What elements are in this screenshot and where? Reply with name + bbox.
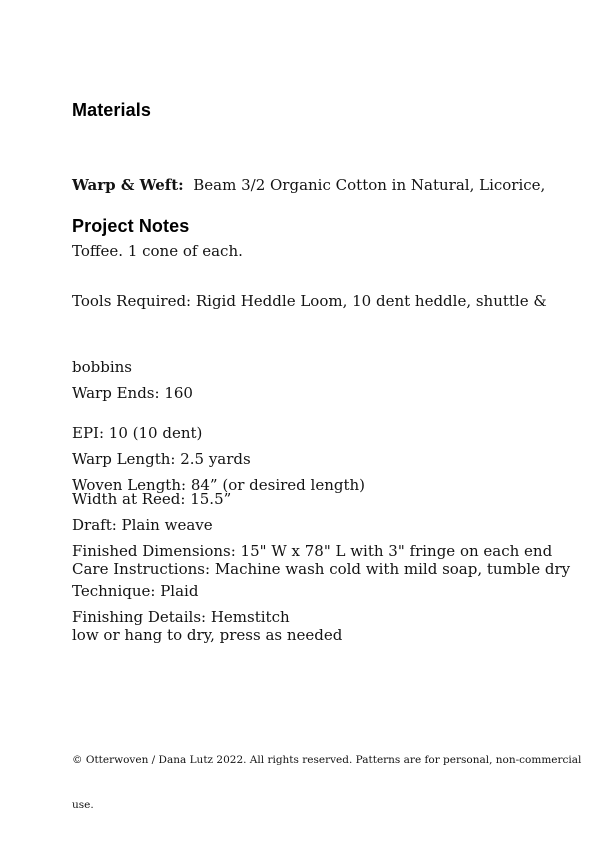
warp-length-line: Warp Length: 2.5 yards	[72, 450, 251, 468]
technique-line: Technique: Plaid	[72, 582, 199, 600]
care-instructions-line2: low or hang to dry, press as needed	[72, 626, 343, 644]
care-block	[72, 514, 570, 690]
materials-heading: Materials	[72, 100, 151, 120]
copyright-line1: © Otterwoven / Dana Lutz 2022. All rights reserved. Patterns are for personal, non-commercial	[72, 754, 582, 766]
width-at-reed-line: Width at Reed: 15.5”	[72, 490, 232, 508]
copyright-line2: use.	[72, 799, 94, 811]
finishing-details-line: Finishing Details: Hemstitch	[72, 608, 290, 626]
warp-weft-label: Warp & Weft:	[72, 176, 184, 194]
project-notes-heading: Project Notes	[72, 216, 190, 236]
materials-paragraph-line2: Toffee. 1 cone of each.	[72, 242, 243, 260]
tools-required-wrap-line: bobbins	[72, 358, 132, 376]
materials-paragraph-line1	[72, 174, 545, 196]
warp-ends-line: Warp Ends: 160	[72, 384, 193, 402]
woven-length-line: Woven Length: 84” (or desired length)	[72, 476, 366, 494]
tools-required-line: Tools Required: Rigid Heddle Loom, 10 dent heddle, shuttle &	[72, 292, 547, 310]
copyright-footer	[72, 723, 581, 843]
draft-line: Draft: Plain weave	[72, 516, 213, 534]
warp-weft-text: Beam 3/2 Organic Cotton in Natural, Licorice,	[183, 176, 546, 194]
care-instructions-line1: Care Instructions: Machine wash cold with mild soap, tumble dry	[72, 560, 571, 578]
finished-dimensions-line: Finished Dimensions: 15" W x 78" L with 3" fringe on each end	[72, 542, 553, 560]
epi-line: EPI: 10 (10 dent)	[72, 424, 203, 442]
